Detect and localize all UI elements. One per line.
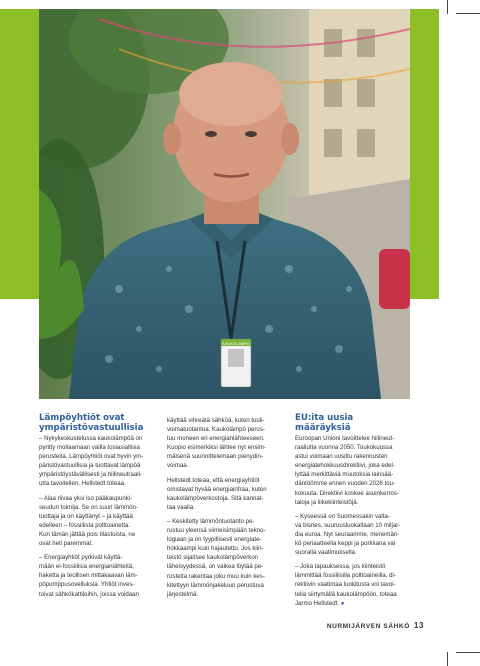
text-line: rusteita rakentaa joku muu kuin kes- xyxy=(167,572,265,580)
text-line: edelleen – fossiilista polttoainetta. xyxy=(39,521,131,529)
heading-line: ympäristövastuullisia xyxy=(39,423,144,433)
article-end-mark: ● xyxy=(339,599,345,607)
text-line: hokkaampi kuin hajautettu. Jos kiin- xyxy=(167,545,264,553)
text-line: tella siirtymällä kaukolämpöön, toteaa xyxy=(295,590,397,598)
column-3 xyxy=(295,413,411,613)
text-line: – Energiayhtiöt pyrkivät käyttä- xyxy=(39,554,123,562)
badge-label: KAUKOLAMPO xyxy=(221,341,251,346)
text-line: – Kyseessä on Suomessakin valta- xyxy=(295,512,390,520)
paragraph xyxy=(167,517,283,599)
text-line: rustuu yleensä viimeisimpään tekno- xyxy=(167,527,266,535)
paragraph xyxy=(39,553,155,598)
text-line: toivat sähkökattiloihin, joissa voidaan xyxy=(39,590,139,598)
text-line: va bisnes, suuruusluokaltaan 10 miljar- xyxy=(295,521,401,529)
paragraph xyxy=(295,562,411,607)
text-line: kitettyyn lämmönjakeluun perustuva xyxy=(167,581,264,589)
text-line: läheisyydessä, on vaikea löytää pe- xyxy=(167,563,264,571)
text-line: tuottaja ja on käyttänyt – ja käyttää xyxy=(39,512,133,520)
text-line: ympäristöystävällisesti ja hiilineutraali- xyxy=(39,471,142,479)
paragraph xyxy=(295,434,411,507)
page-footer xyxy=(327,621,424,630)
paragraph xyxy=(167,476,283,512)
text-line: pyritty mollaamaan vailla tosiasiallisia xyxy=(39,444,140,452)
text-line: omistavat hyvää energiainfraa, kuten xyxy=(167,485,267,493)
text-line: Euroopan Unioni tavoittelee hiilineut- xyxy=(295,435,395,442)
text-line: kokuuta. Direktiivi koskee asuinkerros- xyxy=(295,489,399,497)
column-1 xyxy=(39,413,155,604)
text-line: Kun tämän jättää pois tilastoista, ne xyxy=(39,530,136,538)
portrait-photo xyxy=(39,9,410,399)
text-line: mään ei-fossiilisia energianlähteitä, xyxy=(39,563,134,571)
text-line: järjestelmä. xyxy=(167,590,199,598)
publication-name: NURMIJÄRVEN SÄHKÖ xyxy=(326,623,410,630)
text-line: ovat heti paremmat. xyxy=(39,540,93,548)
heading-line: EU:ita uusia määräyksiä xyxy=(295,413,354,433)
text-line: rektiivin vaatimaa luokitusta voi tavoi- xyxy=(295,581,396,589)
text-line: mäisenä suunnittelemaan pienydin- xyxy=(167,453,263,461)
text-line: energiatehokkuusdirektiivi, joka edel- xyxy=(295,462,395,470)
text-line: perusteita. Lämpöyhtiöt ovat hyvin ym- xyxy=(39,453,144,461)
paragraph xyxy=(39,434,155,489)
text-line: tuu moneen eri energianlähteeseen. xyxy=(167,435,265,443)
heading-line: Lämpöyhtiöt ovat xyxy=(39,413,125,423)
text-line: päristövastuullisia ja tuottavat lämpöä xyxy=(39,462,141,470)
page-number: 13 xyxy=(413,621,424,630)
text-line: logiaan ja on tyypillisesti energiate- xyxy=(167,536,262,544)
paragraph xyxy=(39,494,155,549)
text-line: Kuopio esimerkiksi lähtee nyt ensim- xyxy=(167,444,266,452)
text-line: pöpumppusovelluksia. Yhtiöt inves- xyxy=(39,581,135,589)
section-heading xyxy=(295,413,411,433)
column-2 xyxy=(167,416,283,604)
text-line: voimatuotantoa. Kaukolämpö perus- xyxy=(167,426,265,434)
crop-mark xyxy=(447,652,448,666)
text-line: däntöömme ennen vuoden 2026 tou- xyxy=(295,480,395,488)
text-line: haketta ja teollisen mittakaavan läm- xyxy=(39,572,138,580)
text-line: voimaa. xyxy=(167,462,189,470)
crop-mark xyxy=(456,13,480,14)
text-line: raaliutta vuonna 2050. Toukokuussa xyxy=(295,444,393,452)
text-line: utta tavoitellen, Hellstedt toteaa. xyxy=(39,480,126,488)
text-line: kaukolämpöverkostoja. Sitä kannat- xyxy=(167,494,264,502)
article-body xyxy=(39,413,412,621)
paragraph xyxy=(295,512,411,557)
text-line: seudun toimija. Se on suuri lämmön- xyxy=(39,503,138,511)
text-line: – Nykykeskustelussa kaukolämpöä on xyxy=(39,435,143,442)
crop-mark xyxy=(447,0,448,14)
section-heading xyxy=(39,413,155,433)
crop-mark xyxy=(456,652,480,653)
text-line: teistö sijaitsee kaukolämpöverkon xyxy=(167,554,259,562)
text-line: – Keskitetty lämmöntuotanto pe- xyxy=(167,517,255,525)
text-line: käyttää vihreätä sähköä, kuten tuuli- xyxy=(167,417,265,424)
text-line: Jarmo Hellstedt. ● xyxy=(295,599,345,607)
text-line: dia euroa. Nyt seuraamme, menemän- xyxy=(295,530,400,538)
paragraph xyxy=(167,416,283,471)
text-line: lämmittää fossiilisilla polttoaineilla, di- xyxy=(295,572,396,580)
text-line: kö periaatteella keppi ja porkkana vai xyxy=(295,540,396,548)
text-line: Hellstedt toteaa, että energiayhtiöt xyxy=(167,476,260,484)
text-line: suoralla vaatimuksella. xyxy=(295,549,357,557)
text-line: – Joka tapauksessa, jos kiinteistö xyxy=(295,563,386,571)
text-line: – Alaa riivaa yksi iso pääkaupunki- xyxy=(39,494,133,502)
text-line: taa vaalia. xyxy=(167,503,195,511)
text-line: astui voimaan uusittu rakennusten xyxy=(295,453,388,461)
text-line: taloja ja liikekiinteistöjä. xyxy=(295,498,359,506)
text-line: lyttää merkittäviä muutoksia lainsää- xyxy=(295,471,394,479)
